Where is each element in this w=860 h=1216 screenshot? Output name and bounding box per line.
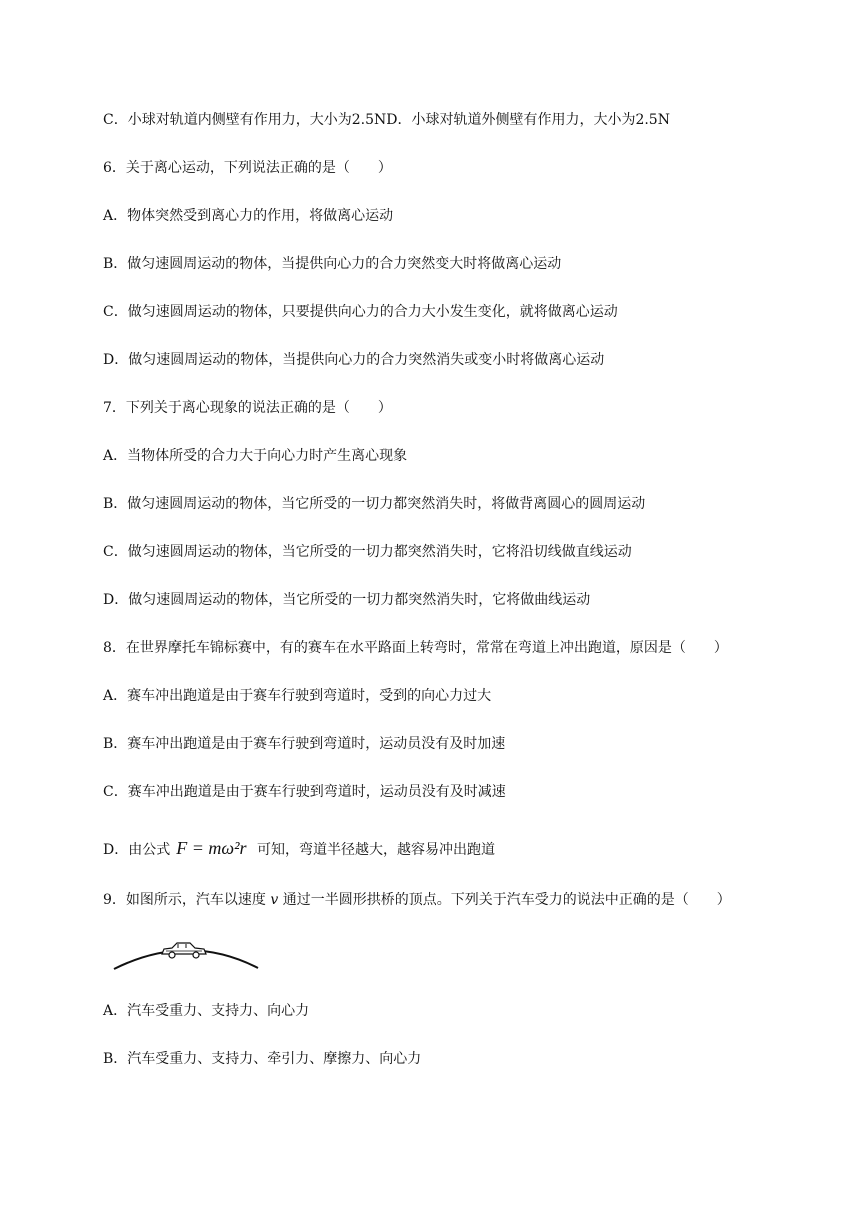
option-8b: B．赛车冲出跑道是由于赛车行驶到弯道时，运动员没有及时加速 — [103, 736, 506, 752]
option-8a: A．赛车冲出跑道是由于赛车行驶到弯道时，受到的向心力过大 — [103, 688, 492, 704]
option-9a: A．汽车受重力、支持力、向心力 — [103, 1003, 310, 1019]
option-6b: B．做匀速圆周运动的物体，当提供向心力的合力突然变大时将做离心运动 — [103, 256, 562, 272]
bridge-figure — [108, 934, 268, 980]
question-6: 6．关于离心运动，下列说法正确的是（ ） — [103, 160, 392, 176]
question-9 — [103, 890, 731, 910]
option-7d: D．做匀速圆周运动的物体，当它所受的一切力都突然消失时，它将做曲线运动 — [103, 592, 591, 608]
question-9-suffix: 通过一半圆形拱桥的顶点。下列关于汽车受力的说法中正确的是（ ） — [278, 892, 731, 908]
option-7a: A．当物体所受的合力大于向心力时产生离心现象 — [103, 448, 408, 464]
option-7b: B．做匀速圆周运动的物体，当它所受的一切力都突然消失时，将做背离圆心的圆周运动 — [103, 496, 646, 512]
option-8d-suffix: 可知，弯道半径越大，越容易冲出跑道 — [252, 842, 495, 858]
formula: F = mω²r — [176, 838, 247, 858]
option-8d — [103, 838, 495, 860]
velocity-symbol: v — [270, 892, 279, 908]
option-6a: A．物体突然受到离心力的作用，将做离心运动 — [103, 208, 394, 224]
option-6c: C．做匀速圆周运动的物体，只要提供向心力的合力大小发生变化，就将做离心运动 — [103, 304, 618, 320]
question-8: 8．在世界摩托车锦标赛中，有的赛车在水平路面上转弯时，常常在弯道上冲出跑道，原因是（ ） — [103, 640, 728, 656]
option-8d-prefix: D．由公式 — [103, 842, 171, 858]
car-icon — [162, 943, 206, 958]
option-7c: C．做匀速圆周运动的物体，当它所受的一切力都突然消失时，它将沿切线做直线运动 — [103, 544, 632, 560]
line-prev-answer: C．小球对轨道内侧壁有作用力，大小为2.5ND．小球对轨道外侧壁有作用力，大小为2.5N — [103, 112, 670, 128]
option-9b: B．汽车受重力、支持力、牵引力、摩擦力、向心力 — [103, 1051, 422, 1067]
question-9-prefix: 9．如图所示，汽车以速度 — [103, 892, 271, 908]
question-7: 7．下列关于离心现象的说法正确的是（ ） — [103, 400, 392, 416]
option-8c: C．赛车冲出跑道是由于赛车行驶到弯道时，运动员没有及时减速 — [103, 784, 506, 800]
option-6d: D．做匀速圆周运动的物体，当提供向心力的合力突然消失或变小时将做离心运动 — [103, 352, 605, 368]
